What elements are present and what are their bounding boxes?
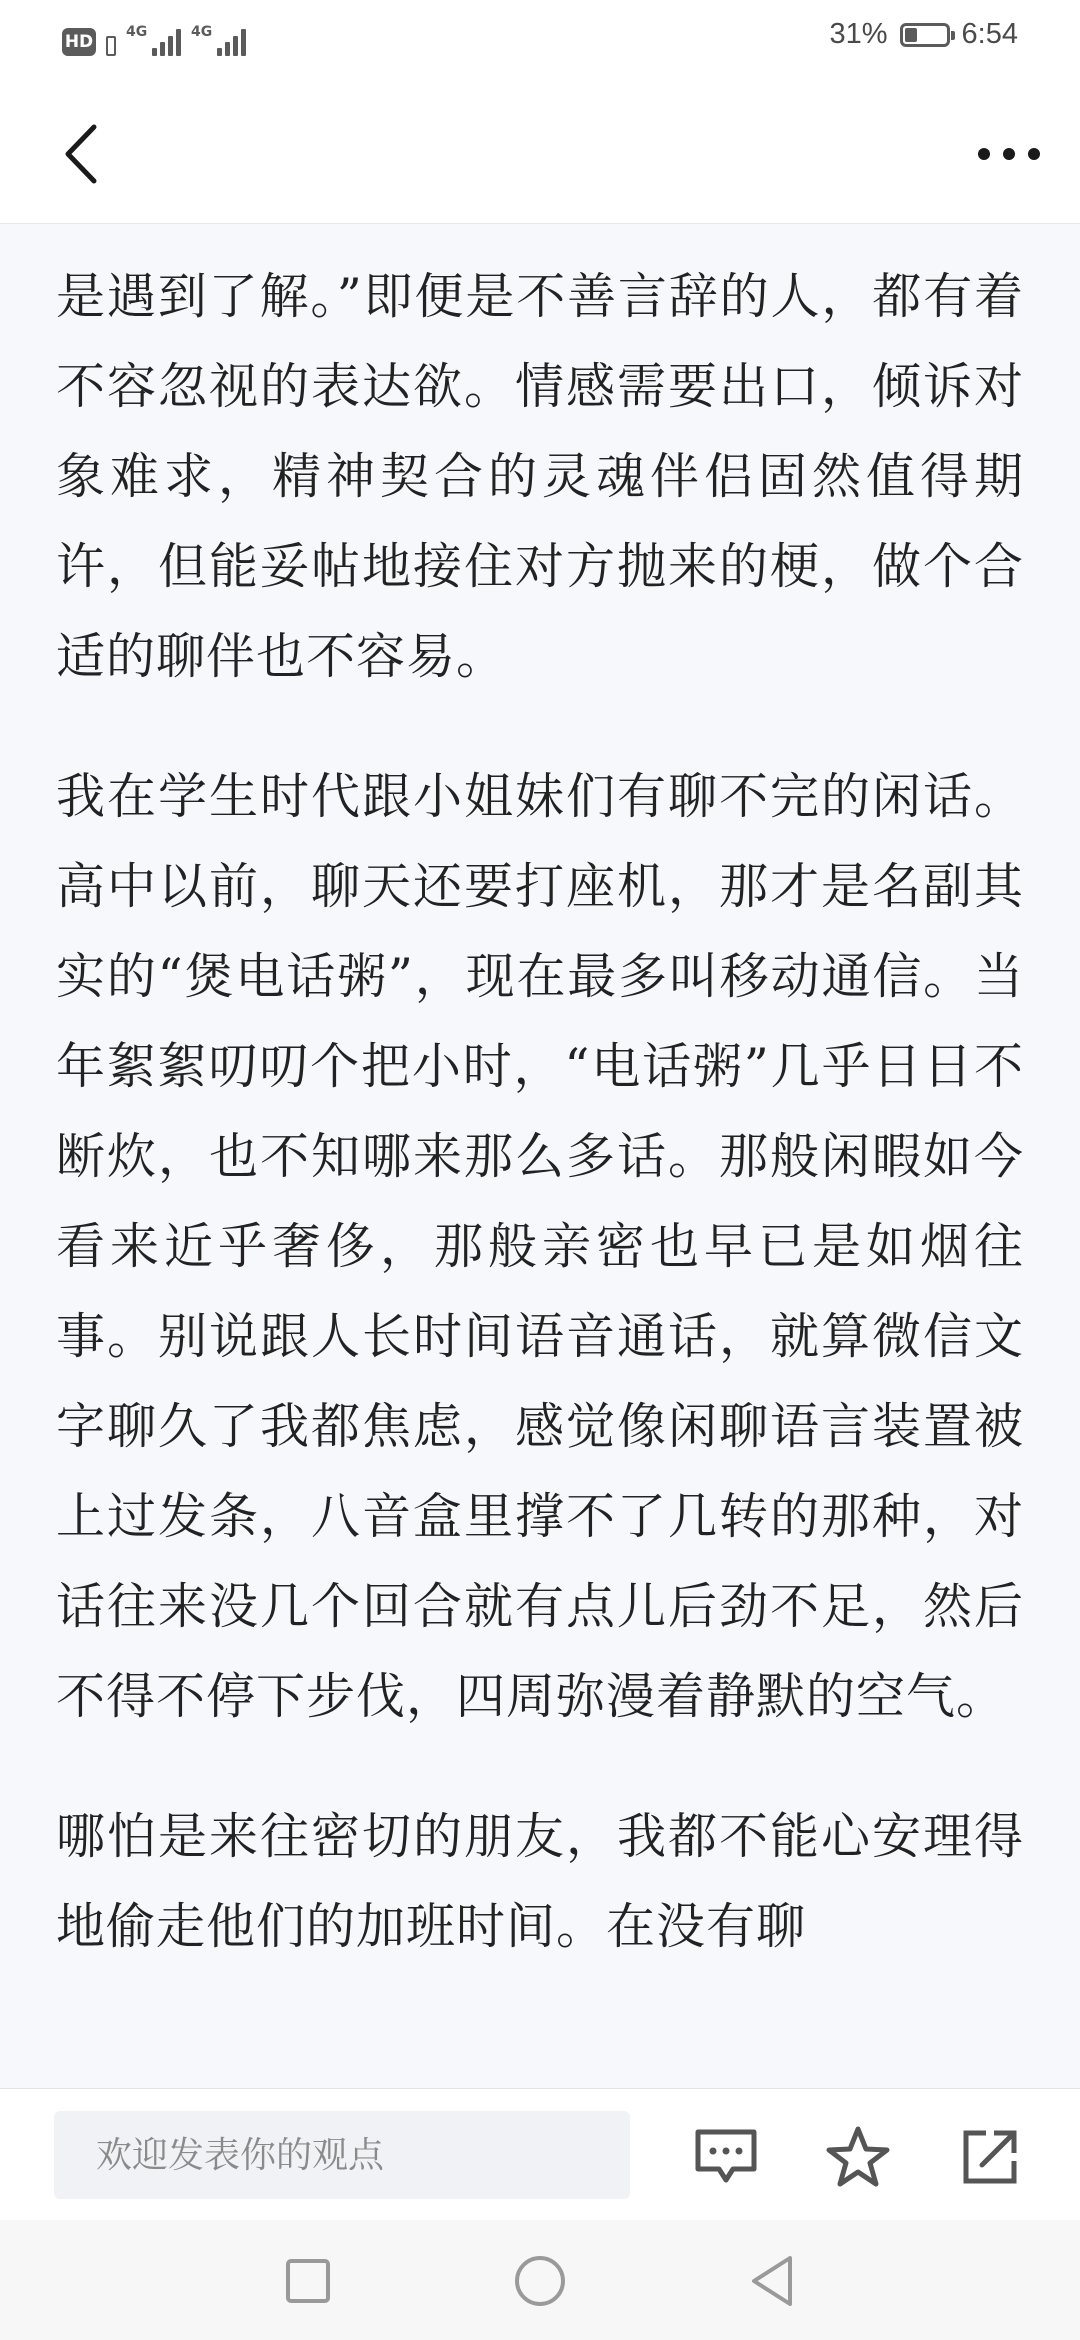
system-back-button[interactable] [737,2246,807,2316]
recent-apps-button[interactable] [273,2246,343,2316]
hd-badge: HD [62,28,96,56]
network-2-label: 4G [191,24,213,40]
article-content [0,224,1080,1972]
article-body[interactable] [0,224,1080,2088]
power-saving-leaf-icon [918,27,930,41]
article-paragraph: 是遇到了解。”即便是不善言辞的人，都有着不容忽视的表达欲。情感需要出口，倾诉对象难求，精神契合的灵魂伴侣固然值得期许，但能妥帖地接住对方抛来的梗，做个合适的聊伴也不容易。 [56,268,1024,685]
clock: 6:54 [961,18,1018,50]
share-icon [960,2127,1020,2187]
network-1-label: 4G [126,24,148,40]
signal-bar [225,42,230,56]
action-bar [0,2088,1080,2220]
status-bar [0,0,1080,74]
system-nav-bar [0,2220,1080,2340]
signal-bar [241,29,246,56]
signal-bar [176,29,181,56]
nav-bar [0,74,1080,224]
chevron-left-icon [60,123,100,185]
signal-bar [233,36,238,56]
volte-icon [106,36,116,56]
back-button[interactable] [40,114,120,194]
article-paragraph: 我在学生时代跟小姐妹们有聊不完的闲话。高中以前，聊天还要打座机，那才是名副其实的“煲电话粥”，现在最多叫移动通信。当年絮絮叨叨个把小时，“电话粥”几乎日日不断炊，也不知哪来那么多话。那般闲暇如今看来近乎奢侈，那般亲密也早已是如烟往事。别说跟人长时间语音通话，就算微信文字聊久了我都焦虑，感觉像闲聊语言装置被上过发条，八音盒里撑不了几转的那种，对话往来没几个回合就有点儿后劲不足，然后不得不停下步伐，四周弥漫着静默的空气。 [56,768,1024,1725]
signal-1-icon [126,26,181,56]
signal-bar [168,36,173,56]
home-button[interactable] [505,2246,575,2316]
comment-input[interactable] [54,2111,630,2199]
star-icon [825,2125,891,2189]
signal-bar [152,48,157,56]
battery-fill [905,28,917,42]
battery-percent: 31% [829,18,888,50]
status-left [62,16,246,56]
status-right [830,18,1019,51]
comment-icon [693,2127,759,2187]
triangle-back-icon [748,2254,796,2308]
favorite-button[interactable] [820,2119,896,2195]
more-horizontal-icon [977,147,1041,161]
battery-icon [900,23,950,47]
more-options-button[interactable] [964,114,1054,194]
share-button[interactable] [952,2119,1028,2195]
comments-button[interactable] [688,2119,764,2195]
signal-bar [160,42,165,56]
circle-icon [513,2254,567,2308]
article-paragraph: 哪怕是来往密切的朋友，我都不能心安理得地偷走他们的加班时间。在没有聊 [56,1808,1024,1955]
signal-bar [217,48,222,56]
signal-2-icon [191,26,246,56]
square-icon [285,2258,331,2304]
